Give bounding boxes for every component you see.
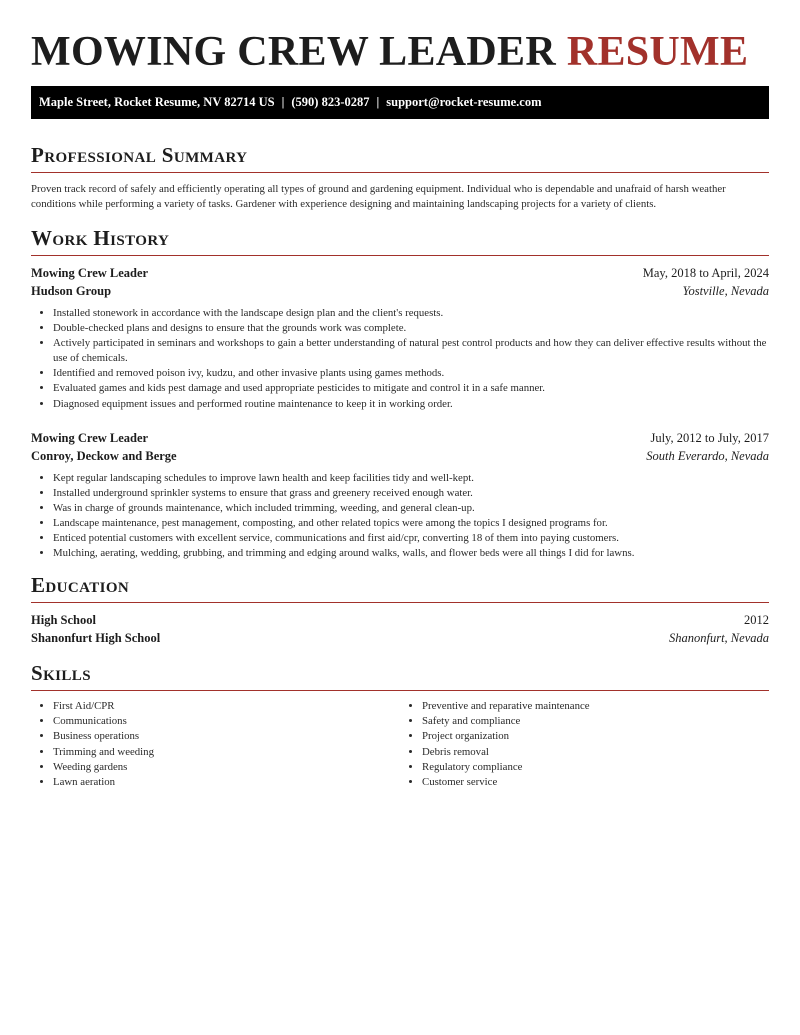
skill-item: • Weeding gardens (53, 760, 400, 775)
skill-item: • Safety and compliance (422, 714, 769, 729)
list-item: • Installed stonework in accordance with the landscape design plan and the client's requests. (53, 306, 769, 321)
job-entry (31, 429, 769, 562)
skills-list-right (400, 699, 769, 790)
job-company: Conroy, Deckow and Berge (31, 448, 177, 463)
job-title-row (31, 429, 769, 447)
job-title: Mowing Crew Leader (31, 430, 149, 445)
contact-bar (31, 86, 769, 119)
education-degree-row (31, 611, 769, 629)
education-entry (31, 611, 769, 647)
skill-item: • Communications (53, 714, 400, 729)
education-heading: Education (31, 573, 769, 603)
list-item: • Actively participated in seminars and workshops to gain a better understanding of natural pest control products and how they can deliver effective results without the use of chemicals. (53, 336, 769, 366)
skill-item: • Project organization (422, 729, 769, 744)
skills-list-left (31, 699, 400, 790)
list-item: • Identified and removed poison ivy, kudzu, and other invasive plants using games methods. (53, 366, 769, 381)
contact-email: support@rocket-resume.com (386, 95, 542, 109)
education-school: Shanonfurt High School (31, 631, 161, 646)
contact-separator: | (281, 95, 285, 109)
job-location: Yostville, Nevada (682, 284, 769, 298)
work-history-heading: Work History (31, 226, 769, 256)
job-title: Mowing Crew Leader (31, 266, 149, 280)
skills-columns (31, 699, 769, 790)
summary-heading: Professional Summary (31, 143, 769, 173)
education-school-row (31, 629, 769, 647)
education-degree: High School (31, 613, 96, 628)
job-location: South Everardo, Nevada (646, 448, 769, 463)
skill-item: • Preventive and reparative maintenance (422, 699, 769, 714)
job-company-row (31, 282, 769, 300)
list-item: • Evaluated games and kids pest damage and used appropriate pesticides to mitigate and control it in a safe manner. (53, 381, 769, 396)
list-item: • Enticed potential customers with excellent service, communications and first aid/cpr, converting 18 of them into paying customers. (53, 531, 769, 546)
skill-item: • First Aid/CPR (53, 699, 400, 714)
summary-text: Proven track record of safely and efficiently operating all types of ground and gardening equipment. Individual who is dependable and unafraid of harsh weather conditions while performing a variety of tasks. Gardener with experience designing and maintaining landscaping projects for a variety of clients. (31, 183, 726, 210)
job-company-row (31, 447, 769, 465)
skill-item: • Trimming and weeding (53, 745, 400, 760)
job-duties-list (31, 306, 769, 412)
skill-item: • Business operations (53, 729, 400, 744)
job-duties-list (31, 471, 769, 562)
skill-item: • Customer service (422, 775, 769, 790)
skills-heading: Skills (31, 661, 769, 691)
job-dates: May, 2018 to April, 2024 (642, 266, 769, 280)
contact-phone: (590) 823-0287 (291, 95, 370, 109)
list-item: • Diagnosed equipment issues and performed routine maintenance to keep it in working order. (53, 397, 769, 412)
skill-item: • Debris removal (422, 745, 769, 760)
education-location: Shanonfurt, Nevada (669, 631, 769, 646)
job-dates: July, 2012 to July, 2017 (650, 430, 769, 445)
list-item: • Installed underground sprinkler systems to ensure that grass and greenery received enough water. (53, 486, 769, 501)
job-company: Hudson Group (31, 284, 112, 298)
list-item: • Landscape maintenance, pest management, composting, and other related topics were among the topics I designed programs for. (53, 516, 769, 531)
contact-separator: | (376, 95, 380, 109)
skill-item: • Regulatory compliance (422, 760, 769, 775)
list-item: • Kept regular landscaping schedules to improve lawn health and keep facilities tidy and well-kept. (53, 471, 769, 486)
contact-address: Maple Street, Rocket Resume, NV 82714 US (39, 95, 275, 109)
list-item: • Mulching, aerating, wedding, grubbing, and trimming and edging around walks, walls, and flower beds were all things I did for lawns. (53, 546, 769, 561)
title-accent: RESUME (566, 29, 749, 75)
job-entry (31, 264, 769, 412)
education-year: 2012 (744, 613, 769, 628)
job-title-row (31, 264, 769, 282)
list-item: • Was in charge of grounds maintenance, which included trimming, weeding, and general clean-up. (53, 501, 769, 516)
skill-item: • Lawn aeration (53, 775, 400, 790)
title-main: MOWING CREW LEADER (31, 29, 557, 75)
list-item: • Double-checked plans and designs to ensure that the grounds work was complete. (53, 321, 769, 336)
resume-title (31, 0, 769, 86)
